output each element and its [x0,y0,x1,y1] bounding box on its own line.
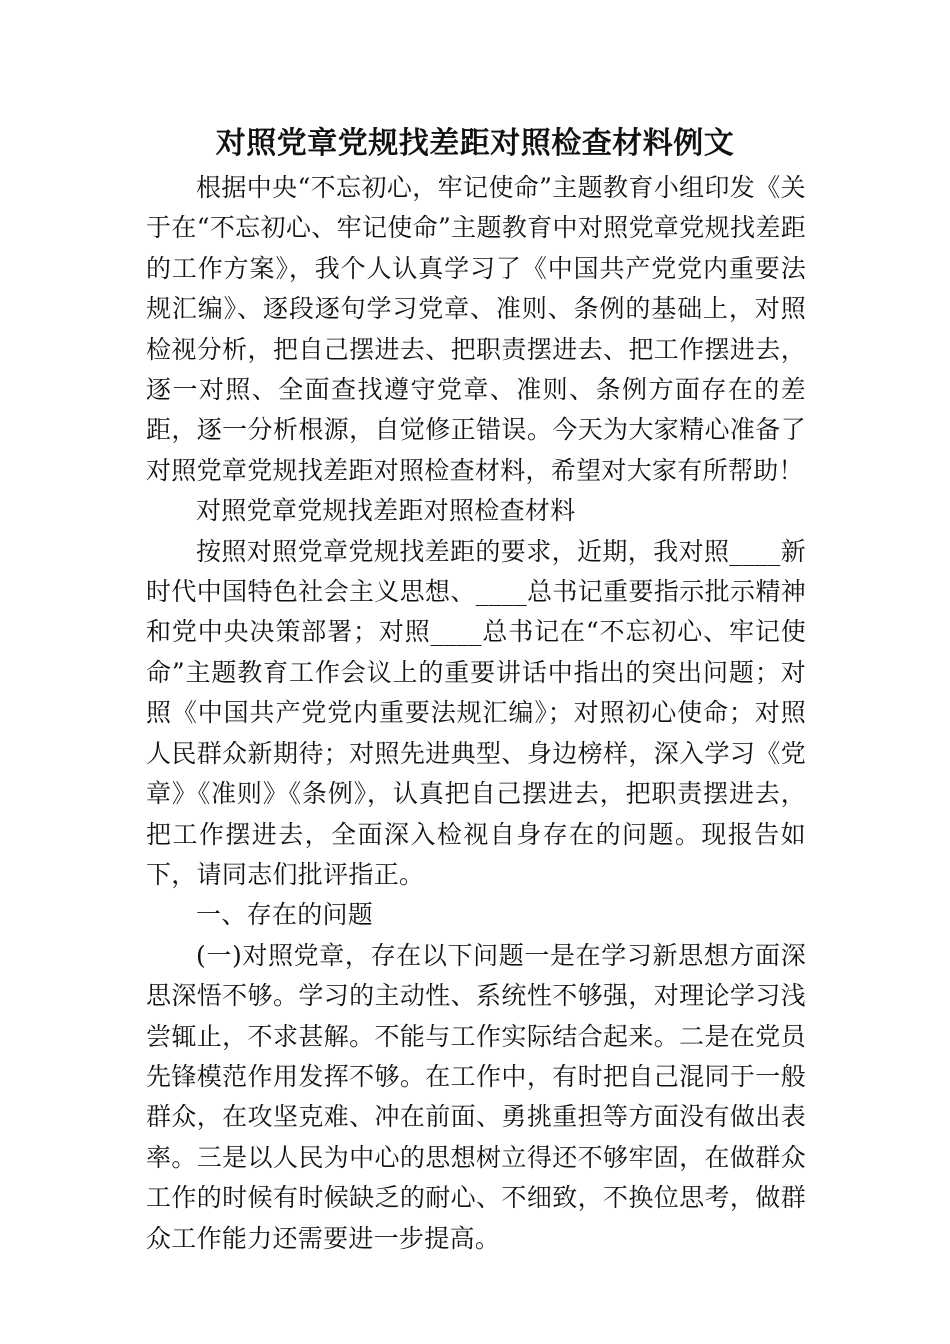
main-paragraph: 按照对照党章党规找差距的要求，近期，我对照____新时代中国特色社会主义思想、____总书记重要指示批示精神和党中央决策部署；对照____总书记在“不忘初心、牢记使命”主题教育工作会议上的重要讲话中指出的突出问题；对照《中国共产党党内重要法规汇编》；对照初心使命；对照人民群众新期待；对照先进典型、身边榜样，深入学习《党章》《准则》《条例》，认真把自己摆进去，把职责摆进去，把工作摆进去，全面深入检视自身存在的问题。现报告如下，请同志们批评指正。 [146,536,806,889]
document-body [146,168,806,1259]
document-subtitle: 对照党章党规找差距对照检查材料 [196,496,576,526]
issues-paragraph: (一)对照党章，存在以下问题一是在学习新思想方面深思深悟不够。学习的主动性、系统性不够强，对理论学习浅尝辄止，不求甚解。不能与工作实际结合起来。二是在党员先锋模范作用发挥不够。在工作中，有时把自己混同于一般群众，在攻坚克难、冲在前面、勇挑重担等方面没有做出表率。三是以人民为中心的思想树立得还不够牢固，在做群众工作的时候有时候缺乏的耐心、不细致，不换位思考，做群众工作能力还需要进一步提高。 [146,940,806,1253]
section-heading: 一、存在的问题 [196,900,374,930]
intro-paragraph: 根据中央“不忘初心，牢记使命”主题教育小组印发《关于在“不忘初心、牢记使命”主题教育中对照党章党规找差距的工作方案》，我个人认真学习了《中国共产党党内重要法规汇编》、逐段逐句学习党章、准则、条例的基础上，对照检视分析，把自己摆进去、把职责摆进去、把工作摆进去，逐一对照、全面查找遵守党章、准则、条例方面存在的差距，逐一分析根源，自觉修正错误。今天为大家精心准备了对照党章党规找差距对照检查材料，希望对大家有所帮助！ [146,173,806,485]
document-title: 对照党章党规找差距对照检查材料例文 [215,126,735,161]
